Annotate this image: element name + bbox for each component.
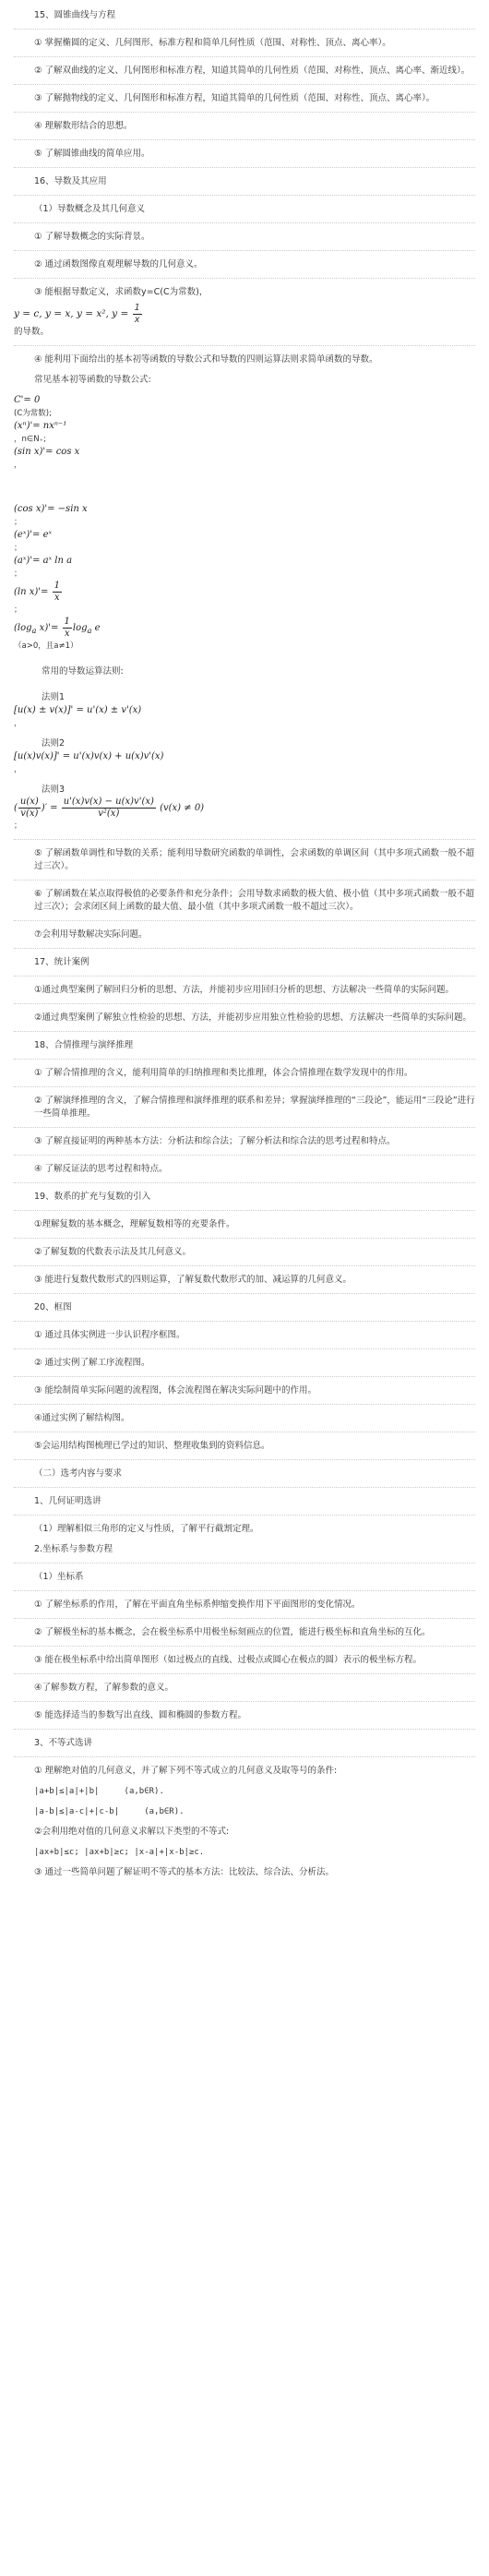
- list-item: ④了解参数方程，了解参数的意义。: [34, 1683, 174, 1693]
- formula-separator: ；: [14, 821, 22, 831]
- list-item: ②通过典型案例了解独立性检验的思想、方法，并能初步应用独立性检验的思想、方法解决一些简单的实际问题。: [34, 1012, 472, 1023]
- rule-title: 法则2: [42, 738, 66, 749]
- list-item: ② 了解双曲线的定义、几何图形和标准方程，知道其简单的几何性质（范围、对称性、顶点、离心率、渐近线）。: [34, 66, 471, 76]
- formula-power: (xⁿ)'= nxⁿ⁻¹: [14, 421, 67, 431]
- divider: [14, 29, 475, 30]
- list-item: ③ 通过一些简单问题了解证明不等式的基本方法：比较法、综合法、分析法。: [34, 1867, 335, 1877]
- list-item: ② 通过实例了解工序流程图。: [34, 1358, 150, 1368]
- inequality-1: |a+b|≤|a|+|b| (a,b∈R).: [34, 1787, 164, 1796]
- formula-sin: (sin x)'= cos x: [14, 447, 80, 457]
- formula-note: ，n∈N₊;: [14, 435, 47, 444]
- formula-title: 常见基本初等函数的导数公式:: [34, 375, 151, 385]
- list-item: ④通过实例了解结构图。: [34, 1413, 130, 1423]
- list-item: ② 通过函数图像直观理解导数的几何意义。: [34, 259, 203, 270]
- list-item: ③ 了解直接证明的两种基本方法：分析法和综合法；了解分析法和综合法的思考过程和特点。: [34, 1136, 396, 1146]
- divider: [14, 1701, 475, 1702]
- elective-topic-title: 3、不等式选讲: [34, 1738, 93, 1748]
- section-title-16: 16、导数及其应用: [34, 176, 107, 186]
- divider: [14, 1590, 475, 1591]
- list-item: ⑤ 了解函数单调性和导数的关系；能利用导数研究函数的单调性，会求函数的单调区间（其中多项式函数一般不超过三次）。: [34, 848, 475, 871]
- divider: [14, 1059, 475, 1060]
- divider: [14, 1003, 475, 1004]
- list-item: ①通过典型案例了解回归分析的思想、方法，并能初步应用回归分析的思想、方法解决一些简单的实际问题。: [34, 985, 455, 995]
- list-item: ① 掌握椭圆的定义、几何图形、标准方程和简单几何性质（范围、对称性、顶点、离心率）。: [34, 38, 391, 48]
- divider: [14, 1673, 475, 1674]
- list-item: ② 了解极坐标的基本概念，会在极坐标系中用极坐标刻画点的位置，能进行极坐标和直角坐标的互化。: [34, 1627, 431, 1637]
- rule-title: 法则1: [42, 692, 66, 702]
- rule-3: ( $\frac{u(x)}{v(x)}$ )′ = $\frac{u'(x)v(x) - u(x)v'(x)}{\text{v²(x)}}$ (v(x) ≠ 0): [14, 797, 205, 819]
- divider: [14, 250, 475, 251]
- divider: [14, 1646, 475, 1647]
- divider: [14, 278, 475, 279]
- list-item: ① 了解坐标系的作用，了解在平面直角坐标系伸缩变换作用下平面图形的变化情况。: [34, 1600, 361, 1610]
- list-item: ① 理解绝对值的几何意义，并了解下列不等式成立的几何意义及取等号的条件:: [34, 1766, 338, 1776]
- list-item: ④ 能利用下面给出的基本初等函数的导数公式和导数的四则运算法则求简单函数的导数。: [34, 354, 378, 365]
- divider: [14, 1293, 475, 1294]
- divider: [14, 1515, 475, 1516]
- divider: [14, 1086, 475, 1087]
- function-list: [14, 303, 475, 326]
- divider: [14, 1265, 475, 1266]
- list-item: ②了解复数的代数表示法及其几何意义。: [34, 1247, 192, 1257]
- section-title-15: 15、圆锥曲线与方程: [34, 10, 116, 20]
- list-item: ⑥ 了解函数在某点取得极值的必要条件和充分条件；会用导数求函数的极大值、极小值（其中多项式函数一般不超过三次）；会求闭区间上函数的最大值、最小值（其中多项式函数一般不超过三次）。: [34, 889, 475, 912]
- section-title-17: 17、统计案例: [34, 957, 89, 967]
- formula-separator: ；: [14, 605, 22, 615]
- formula-log: ($\log_a$ x)'= $\frac{1}{x}$ $\log_a e$: [14, 617, 101, 639]
- divider: [14, 112, 475, 113]
- list-item: ③ 能根据导数定义，求函数y=C(C为常数)，: [34, 287, 209, 297]
- formula-separator: ，: [14, 719, 22, 728]
- elective-title: （二）选考内容与要求: [34, 1468, 123, 1479]
- divider: [14, 1404, 475, 1405]
- formula-cos: (cos x)'= −sin x: [14, 504, 88, 514]
- divider: [14, 948, 475, 949]
- divider: [14, 920, 475, 921]
- inequality-3: |ax+b|≤c; |ax+b|≥c; |x-a|+|x-b|≥c.: [34, 1848, 205, 1857]
- list-item: ① 了解合情推理的含义，能利用简单的归纳推理和类比推理，体会合情推理在数学发现中的作用。: [34, 1068, 413, 1078]
- divider: [14, 1348, 475, 1349]
- divider: [14, 1376, 475, 1377]
- divider: [14, 1155, 475, 1156]
- rule-2: [u(x)v(x)]' = u'(x)v(x) + u(x)v'(x): [14, 751, 164, 761]
- subsection-title: （1）坐标系: [34, 1572, 84, 1582]
- divider: [14, 1210, 475, 1211]
- list-item: （1）理解相似三角形的定义与性质，了解平行截割定理。: [34, 1524, 259, 1534]
- list-item: ②会利用绝对值的几何意义求解以下类型的不等式:: [34, 1827, 230, 1837]
- rule-title: 法则3: [42, 785, 66, 795]
- formula-aexp: (aˣ)'= aˣ ln a: [14, 556, 73, 566]
- formula-separator: ；: [14, 569, 22, 579]
- formula-exp: (eˣ)'= eˣ: [14, 530, 53, 540]
- elective-topic-title: 2.坐标系与参数方程: [34, 1544, 113, 1554]
- list-item: ④ 了解反证法的思考过程和特点。: [34, 1164, 168, 1174]
- divider: [14, 1031, 475, 1032]
- divider: [14, 1459, 475, 1460]
- formula-separator: ；: [14, 518, 22, 527]
- elective-topic-title: 1、几何证明选讲: [34, 1496, 101, 1506]
- formula-separator: ；: [14, 544, 22, 553]
- document-page: [14, 0, 475, 1879]
- list-item: ①理解复数的基本概念，理解复数相等的充要条件。: [34, 1219, 235, 1229]
- list-item: ④ 理解数形结合的思想。: [34, 121, 133, 131]
- divider: [14, 222, 475, 223]
- divider: [14, 1756, 475, 1757]
- list-item: ② 了解演绎推理的含义，了解合情推理和演绎推理的联系和差异；掌握演绎推理的“三段论”，能运用“三段论”进行一些简单推理。: [34, 1096, 475, 1119]
- list-item: ③ 能在极坐标系中给出简单图形（如过极点的直线、过极点或圆心在极点的圆）表示的极坐标方程。: [34, 1655, 423, 1665]
- list-item: ① 了解导数概念的实际背景。: [34, 232, 150, 242]
- section-title-18: 18、合情推理与演绎推理: [34, 1040, 134, 1050]
- ops-title: 常用的导数运算法则:: [42, 666, 124, 677]
- list-item: ③ 了解抛物线的定义、几何图形和标准方程，知道其简单的几何性质（范围、对称性、顶点、离心率）。: [34, 93, 435, 103]
- section-title-20: 20、框图: [34, 1302, 72, 1312]
- divider: [14, 1563, 475, 1564]
- list-item: ③ 能进行复数代数形式的四则运算，了解复数代数形式的加、减运算的几何意义。: [34, 1275, 352, 1285]
- inequality-2: |a-b|≤|a-c|+|c-b| (a,b∈R).: [34, 1807, 185, 1816]
- rule-1: [u(x) ± v(x)]' = u'(x) ± v'(x): [14, 705, 142, 715]
- formula-separator: ，: [14, 461, 22, 470]
- list-item: ③ 能绘制简单实际问题的流程图，体会流程图在解决实际问题中的作用。: [34, 1385, 317, 1396]
- function-list-formula: y = c, y = x, y = x², y =: [14, 308, 132, 319]
- list-item: ⑦会利用导数解决实际问题。: [34, 929, 148, 940]
- divider: [14, 1238, 475, 1239]
- divider: [14, 1729, 475, 1730]
- divider: [14, 84, 475, 85]
- divider: [14, 56, 475, 57]
- divider: [14, 1182, 475, 1183]
- formula-c: C'= 0: [14, 395, 41, 405]
- divider: [14, 1487, 475, 1488]
- list-item: ⑤会运用结构图梳理已学过的知识、整理收集到的资料信息。: [34, 1441, 270, 1451]
- divider: [14, 839, 475, 840]
- function-list-suffix: 的导数。: [14, 327, 50, 337]
- divider: [14, 1127, 475, 1128]
- formula-separator: ，: [14, 765, 22, 774]
- divider: [14, 1618, 475, 1619]
- divider: [14, 167, 475, 168]
- list-item: ① 通过具体实例进一步认识程序框图。: [34, 1330, 185, 1340]
- divider: [14, 1321, 475, 1322]
- list-item: ⑤ 能选择适当的参数写出直线、圆和椭圆的参数方程。: [34, 1710, 247, 1720]
- divider: [14, 139, 475, 140]
- fraction: $\frac{1}{x}$: [134, 303, 140, 325]
- formula-note: (C为常数);: [14, 409, 52, 418]
- divider: [14, 880, 475, 881]
- formula-ln: (ln x)'= $\frac{1}{x}$: [14, 581, 60, 603]
- divider: [14, 345, 475, 346]
- subsection-title: （1）导数概念及其几何意义: [34, 204, 146, 214]
- section-title-19: 19、数系的扩充与复数的引入: [34, 1192, 151, 1202]
- list-item: ⑤ 了解圆锥曲线的简单应用。: [34, 149, 150, 159]
- formula-note: （a>0，且a≠1）: [14, 641, 78, 651]
- divider: [14, 195, 475, 196]
